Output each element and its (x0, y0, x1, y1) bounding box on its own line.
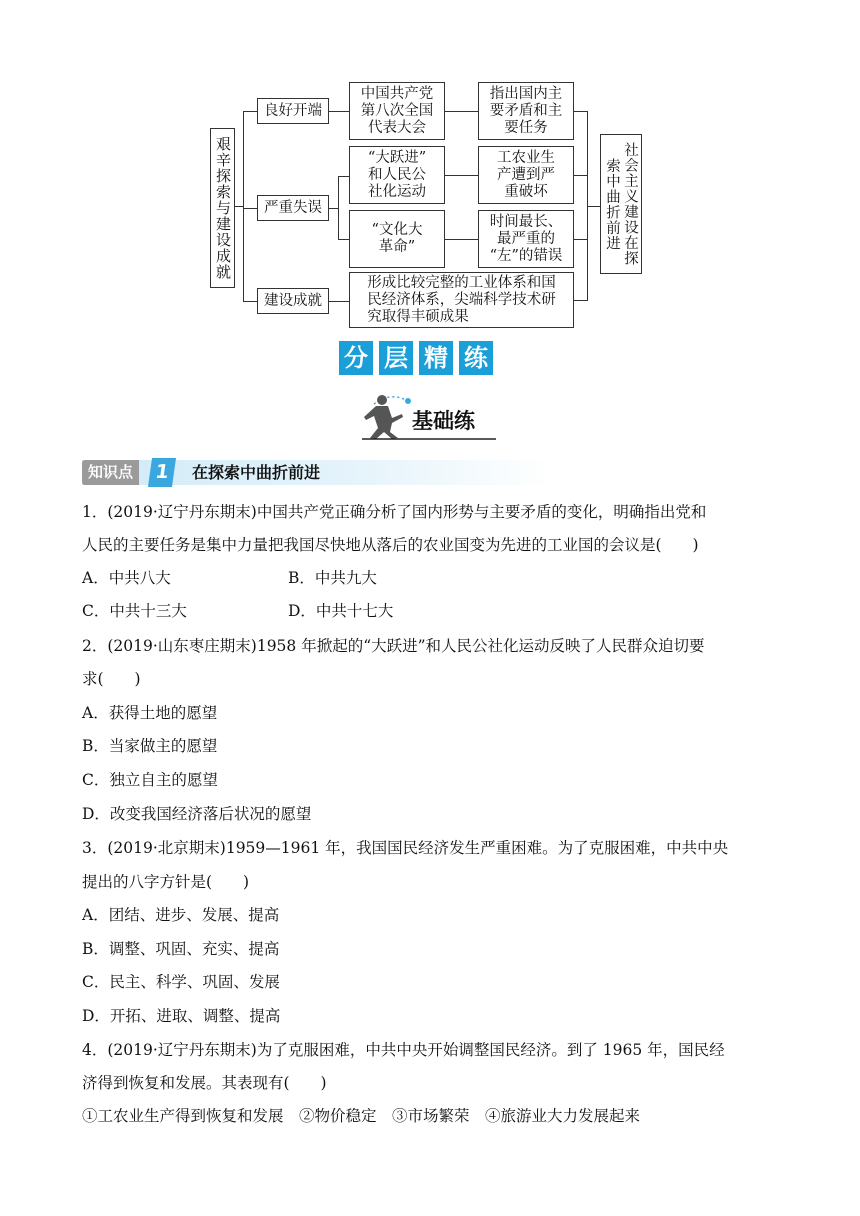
knowledge-point-title: 在探索中曲折前进 (192, 463, 321, 482)
connector (329, 301, 349, 302)
title-char: 练 (459, 341, 493, 375)
connector (445, 111, 478, 112)
connector (587, 206, 600, 207)
connector (445, 175, 478, 176)
connector (243, 111, 257, 112)
basic-practice-banner (362, 392, 496, 440)
node-label: “文化大 革命” (371, 222, 423, 255)
title-char: 分 (339, 341, 373, 375)
question-text: 济得到恢复和发展。其表现有( ) (82, 1074, 327, 1092)
option-c: C．民主、科学、巩固、发展 (82, 973, 280, 991)
connector (574, 239, 588, 240)
question-text: 1．(2019·辽宁丹东期末)中国共产党正确分析了国内形势与主要矛盾的变化，明确指出党和 (82, 503, 707, 521)
node-production-damage (478, 146, 574, 204)
question-statements: ①工农业生产得到恢复和发展 ②物价稳定 ③市场繁荣 ④旅游业大力发展起来 (82, 1107, 641, 1125)
root-box (210, 128, 235, 288)
connector (338, 239, 349, 240)
option-d: D．中共十七大 (288, 602, 394, 620)
node-achievements (349, 272, 574, 328)
option-b: B．当家做主的愿望 (82, 737, 218, 755)
option-a: A．获得土地的愿望 (82, 704, 218, 722)
section-title (339, 341, 493, 375)
title-char: 精 (419, 341, 453, 375)
branch-good-start (257, 98, 329, 124)
connector (243, 208, 257, 209)
node-cultural-revolution (349, 210, 445, 268)
branch-serious-mistakes (257, 195, 329, 221)
summary-box (600, 134, 642, 274)
connector (338, 176, 339, 240)
knowledge-point-number: 1 (148, 458, 176, 487)
summary-label: 社会主义建设在探索中曲折前进 (604, 142, 638, 266)
question-text: 人民的主要任务是集中力量把我国尽快地从落后的农业国变为先进的工业国的会议是( ) (82, 536, 699, 554)
option-c: C．中共十三大 (82, 602, 187, 620)
connector (574, 175, 588, 176)
node-label: 指出国内主 要矛盾和主 要任务 (489, 85, 563, 136)
option-a: A．中共八大 (82, 569, 171, 587)
connector (574, 300, 588, 301)
node-eighth-congress (349, 82, 445, 140)
connector (329, 111, 349, 112)
title-char: 层 (379, 341, 413, 375)
question-text: 求( ) (82, 670, 141, 688)
option-c: C．独立自主的愿望 (82, 771, 218, 789)
branch-label: 严重失误 (264, 199, 322, 216)
question-text: 2．(2019·山东枣庄期末)1958 年掀起的“大跃进”和人民公社化运动反映了人民群众迫切要 (82, 637, 705, 655)
option-d: D．改变我国经济落后状况的愿望 (82, 805, 312, 823)
branch-label: 建设成就 (264, 292, 322, 309)
question-text: 提出的八字方针是( ) (82, 873, 250, 891)
node-left-error (478, 210, 574, 268)
connector (243, 301, 257, 302)
option-b: B．调整、巩固、充实、提高 (82, 940, 280, 958)
knowledge-point-tag: 知识点 (82, 460, 139, 485)
root-label: 艰辛探索与建设成就 (214, 136, 232, 280)
question-text: 4．(2019·辽宁丹东期末)为了克服困难，中共中央开始调整国民经济。到了 1965 年，国民经 (82, 1041, 725, 1059)
banner-label: 基础练 (412, 409, 475, 433)
connector (574, 111, 588, 112)
connector (338, 176, 349, 177)
connector (445, 239, 478, 240)
option-b: B．中共九大 (288, 569, 377, 587)
option-d: D．开拓、进取、调整、提高 (82, 1007, 281, 1025)
branch-achievements (257, 288, 329, 314)
node-label: 时间最长、 最严重的 “左”的错误 (489, 213, 563, 264)
node-main-contradiction (478, 82, 574, 140)
node-label: 形成比较完整的工业体系和国 民经济体系，尖端科学技术研 究取得丰硕成果 (367, 274, 556, 325)
node-great-leap (349, 146, 445, 204)
node-label: 工农业生 产遭到严 重破坏 (497, 149, 555, 200)
question-text: 3．(2019·北京期末)1959—1961 年，我国国民经济发生严重困难。为了克服困难，中共中央 (82, 839, 729, 857)
option-a: A．团结、进步、发展、提高 (82, 906, 280, 924)
branch-label: 良好开端 (264, 102, 322, 119)
node-label: “大跃进” 和人民公 社化运动 (367, 149, 427, 200)
connector (243, 111, 244, 302)
node-label: 中国共产党 第八次全国 代表大会 (360, 85, 434, 136)
